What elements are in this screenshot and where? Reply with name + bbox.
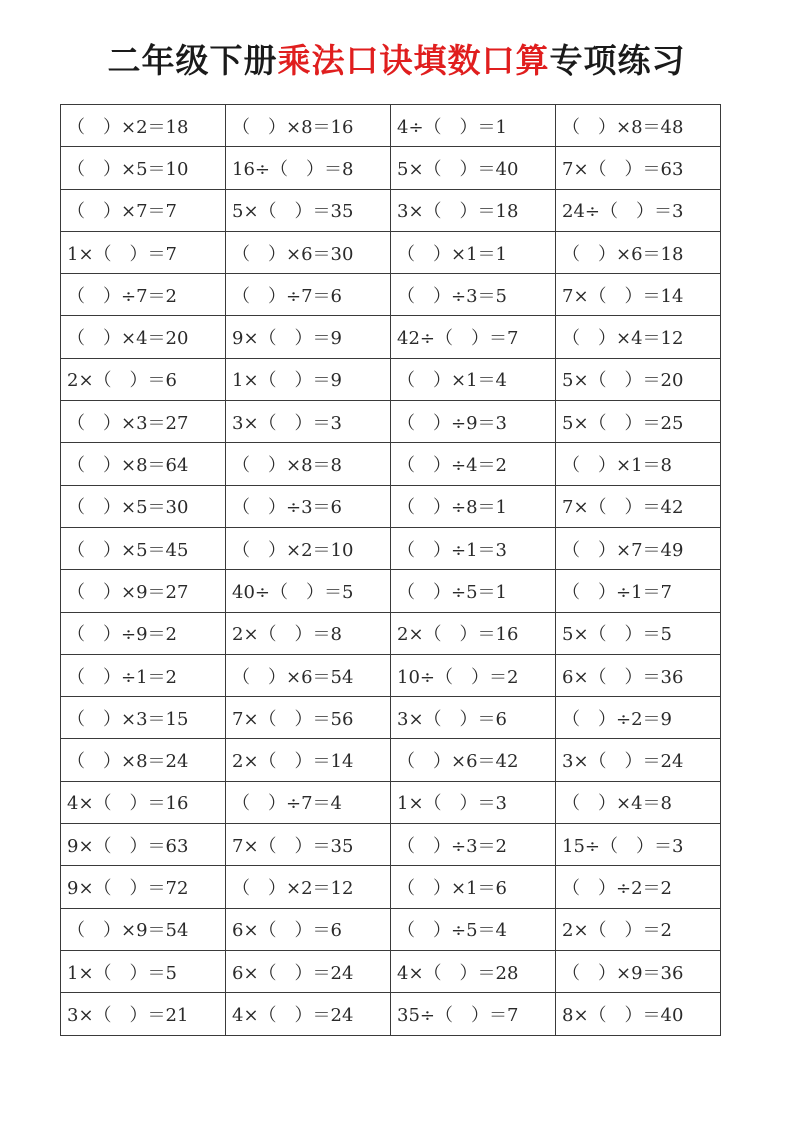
table-row — [61, 739, 721, 781]
exercise-cell[interactable]: 3×（ ）＝6 — [391, 697, 556, 739]
exercise-cell[interactable]: （ ）×3＝27 — [61, 401, 226, 443]
exercise-cell[interactable]: 24÷（ ）＝3 — [556, 189, 721, 231]
exercise-cell[interactable]: （ ）×5＝45 — [61, 527, 226, 569]
table-row — [61, 105, 721, 147]
exercise-cell[interactable]: 4×（ ）＝28 — [391, 950, 556, 992]
exercise-cell[interactable]: （ ）÷2＝2 — [556, 866, 721, 908]
exercise-cell[interactable]: （ ）÷3＝2 — [391, 824, 556, 866]
exercise-cell[interactable]: 10÷（ ）＝2 — [391, 654, 556, 696]
exercise-cell[interactable]: （ ）÷5＝4 — [391, 908, 556, 950]
exercise-cell[interactable]: （ ）÷3＝5 — [391, 274, 556, 316]
table-row — [61, 866, 721, 908]
exercise-cell[interactable]: （ ）÷9＝2 — [61, 612, 226, 654]
exercise-cell[interactable]: （ ）×8＝48 — [556, 105, 721, 147]
exercise-cell[interactable]: 4×（ ）＝16 — [61, 781, 226, 823]
exercise-cell[interactable]: 1×（ ）＝7 — [61, 231, 226, 273]
exercise-cell[interactable]: （ ）×3＝15 — [61, 697, 226, 739]
exercise-cell[interactable]: 2×（ ）＝2 — [556, 908, 721, 950]
exercise-cell[interactable]: （ ）÷2＝9 — [556, 697, 721, 739]
exercise-cell[interactable]: （ ）÷3＝6 — [226, 485, 391, 527]
worksheet-title — [0, 36, 793, 86]
exercise-cell[interactable]: （ ）×8＝64 — [61, 443, 226, 485]
exercise-cell[interactable]: （ ）×2＝12 — [226, 866, 391, 908]
exercise-cell[interactable]: （ ）÷7＝6 — [226, 274, 391, 316]
exercise-cell[interactable]: 6×（ ）＝36 — [556, 654, 721, 696]
exercise-cell[interactable]: （ ）÷1＝3 — [391, 527, 556, 569]
exercise-cell[interactable]: 6×（ ）＝6 — [226, 908, 391, 950]
table-row — [61, 316, 721, 358]
title-highlight: 乘法口诀填数口算 — [277, 41, 550, 80]
exercise-cell[interactable]: 3×（ ）＝24 — [556, 739, 721, 781]
exercise-cell[interactable]: 1×（ ）＝9 — [226, 358, 391, 400]
table-row — [61, 993, 721, 1035]
table-row — [61, 358, 721, 400]
exercise-cell[interactable]: 5×（ ）＝5 — [556, 612, 721, 654]
exercise-cell[interactable]: 7×（ ）＝63 — [556, 147, 721, 189]
exercise-cell[interactable]: （ ）×4＝8 — [556, 781, 721, 823]
table-row — [61, 401, 721, 443]
exercise-cell[interactable]: 5×（ ）＝40 — [391, 147, 556, 189]
exercise-cell[interactable]: 8×（ ）＝40 — [556, 993, 721, 1035]
exercise-cell[interactable]: 40÷（ ）＝5 — [226, 570, 391, 612]
exercise-cell[interactable]: （ ）×4＝20 — [61, 316, 226, 358]
table-row — [61, 612, 721, 654]
exercise-cell[interactable]: （ ）×5＝30 — [61, 485, 226, 527]
table-row — [61, 654, 721, 696]
table-row — [61, 824, 721, 866]
exercise-table — [60, 104, 721, 1036]
exercise-cell[interactable]: （ ）×8＝16 — [226, 105, 391, 147]
exercise-cell[interactable]: （ ）×1＝1 — [391, 231, 556, 273]
exercise-cell[interactable]: 5×（ ）＝35 — [226, 189, 391, 231]
exercise-cell[interactable]: 7×（ ）＝56 — [226, 697, 391, 739]
exercise-cell[interactable]: 3×（ ）＝18 — [391, 189, 556, 231]
exercise-cell[interactable]: （ ）×4＝12 — [556, 316, 721, 358]
exercise-cell[interactable]: 9×（ ）＝72 — [61, 866, 226, 908]
table-row — [61, 443, 721, 485]
exercise-cell[interactable]: （ ）×6＝18 — [556, 231, 721, 273]
exercise-cell[interactable]: （ ）÷4＝2 — [391, 443, 556, 485]
table-row — [61, 189, 721, 231]
exercise-cell[interactable]: 4×（ ）＝24 — [226, 993, 391, 1035]
table-row — [61, 570, 721, 612]
exercise-cell[interactable]: （ ）×6＝54 — [226, 654, 391, 696]
exercise-cell[interactable]: 15÷（ ）＝3 — [556, 824, 721, 866]
exercise-cell[interactable]: 7×（ ）＝42 — [556, 485, 721, 527]
exercise-cell[interactable]: 9×（ ）＝9 — [226, 316, 391, 358]
exercise-cell[interactable]: （ ）÷1＝7 — [556, 570, 721, 612]
exercise-cell[interactable]: 4÷（ ）＝1 — [391, 105, 556, 147]
exercise-cell[interactable]: （ ）×9＝54 — [61, 908, 226, 950]
exercise-cell[interactable]: 2×（ ）＝14 — [226, 739, 391, 781]
title-suffix: 专项练习 — [549, 41, 686, 80]
table-row — [61, 908, 721, 950]
exercise-cell[interactable]: （ ）×1＝6 — [391, 866, 556, 908]
exercise-cell[interactable]: 1×（ ）＝5 — [61, 950, 226, 992]
title-prefix: 二年级下册 — [107, 41, 278, 80]
exercise-cell[interactable]: （ ）×5＝10 — [61, 147, 226, 189]
exercise-cell[interactable]: （ ）×6＝42 — [391, 739, 556, 781]
exercise-cell[interactable]: 7×（ ）＝14 — [556, 274, 721, 316]
exercise-cell[interactable]: （ ）÷8＝1 — [391, 485, 556, 527]
exercise-cell[interactable]: 42÷（ ）＝7 — [391, 316, 556, 358]
exercise-cell[interactable]: 5×（ ）＝20 — [556, 358, 721, 400]
exercise-cell[interactable]: （ ）÷5＝1 — [391, 570, 556, 612]
exercise-cell[interactable]: 9×（ ）＝63 — [61, 824, 226, 866]
table-row — [61, 527, 721, 569]
exercise-cell[interactable]: （ ）×2＝10 — [226, 527, 391, 569]
exercise-cell[interactable]: 3×（ ）＝21 — [61, 993, 226, 1035]
exercise-cell[interactable]: （ ）×1＝4 — [391, 358, 556, 400]
exercise-cell[interactable]: 5×（ ）＝25 — [556, 401, 721, 443]
exercise-cell[interactable]: （ ）÷7＝2 — [61, 274, 226, 316]
table-row — [61, 950, 721, 992]
exercise-cell[interactable]: （ ）×7＝7 — [61, 189, 226, 231]
exercise-cell[interactable]: （ ）×7＝49 — [556, 527, 721, 569]
table-row — [61, 274, 721, 316]
exercise-cell[interactable]: 6×（ ）＝24 — [226, 950, 391, 992]
exercise-cell[interactable]: （ ）×9＝27 — [61, 570, 226, 612]
exercise-cell[interactable]: （ ）×9＝36 — [556, 950, 721, 992]
exercise-cell[interactable]: （ ）÷1＝2 — [61, 654, 226, 696]
table-row — [61, 147, 721, 189]
exercise-cell[interactable]: 7×（ ）＝35 — [226, 824, 391, 866]
exercise-cell[interactable]: 35÷（ ）＝7 — [391, 993, 556, 1035]
table-row — [61, 485, 721, 527]
exercise-cell[interactable]: 2×（ ）＝8 — [226, 612, 391, 654]
exercise-cell[interactable]: （ ）×2＝18 — [61, 105, 226, 147]
exercise-cell[interactable]: （ ）×1＝8 — [556, 443, 721, 485]
table-row — [61, 781, 721, 823]
exercise-cell[interactable]: 2×（ ）＝6 — [61, 358, 226, 400]
exercise-cell[interactable]: （ ）×8＝8 — [226, 443, 391, 485]
exercise-cell[interactable]: 2×（ ）＝16 — [391, 612, 556, 654]
table-row — [61, 231, 721, 273]
exercise-cell[interactable]: （ ）÷7＝4 — [226, 781, 391, 823]
exercise-cell[interactable]: （ ）×6＝30 — [226, 231, 391, 273]
exercise-cell[interactable]: （ ）×8＝24 — [61, 739, 226, 781]
exercise-cell[interactable]: 3×（ ）＝3 — [226, 401, 391, 443]
exercise-cell[interactable]: （ ）÷9＝3 — [391, 401, 556, 443]
table-row — [61, 697, 721, 739]
exercise-cell[interactable]: 16÷（ ）＝8 — [226, 147, 391, 189]
exercise-cell[interactable]: 1×（ ）＝3 — [391, 781, 556, 823]
